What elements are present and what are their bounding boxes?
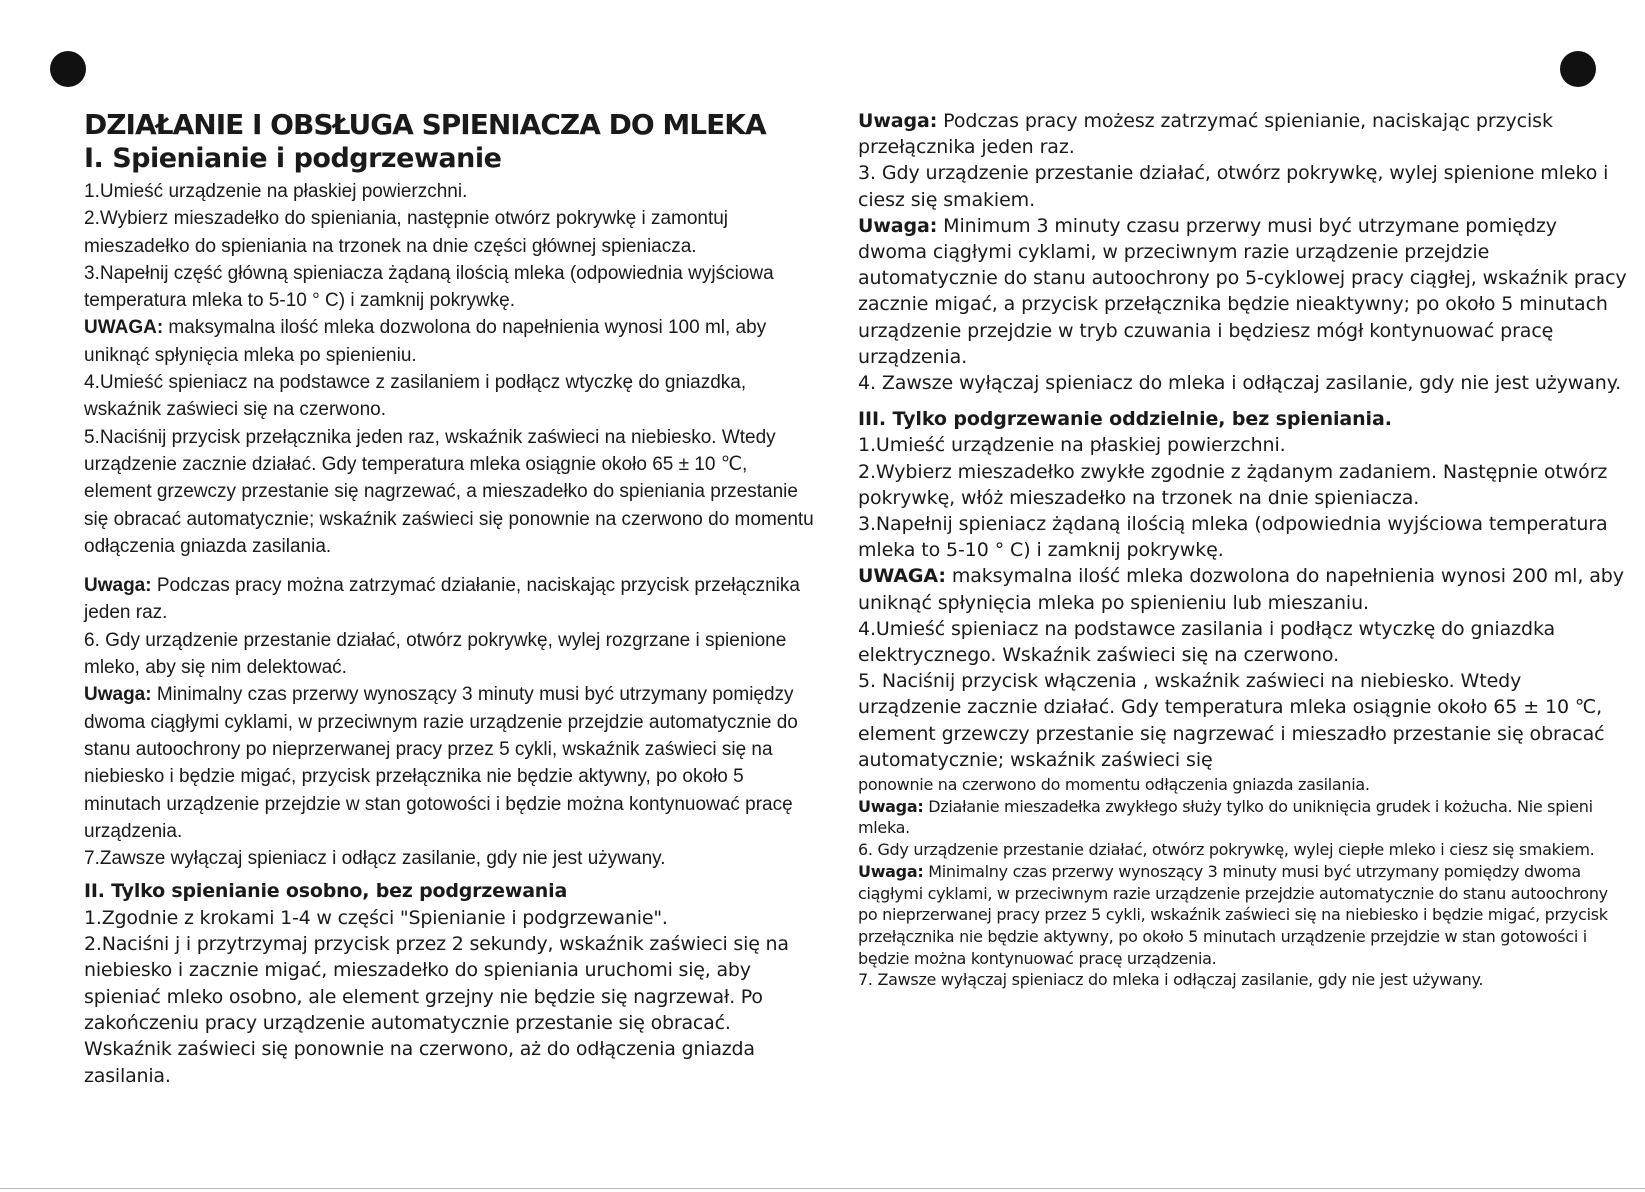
note-label: Uwaga: bbox=[84, 684, 152, 706]
s2-item-1: 1.Zgodnie z krokami 1-4 w części "Spienianie i podgrzewanie". bbox=[84, 906, 668, 929]
s1-item-3: 3.Napełnij część główną spieniacza żądaną ilością mleka (odpowiednia wyjściowa temperatura mleka to 5-10 ° C) i zamknij pokrywkę. bbox=[84, 262, 774, 312]
s3-item-3: 3.Napełnij spieniacz żądaną ilością mleka (odpowiednia wyjściowa temperatura mleka to 5-10 ° C) i zamknij pokrywkę. bbox=[858, 513, 1608, 562]
s1-item-7: 7.Zawsze wyłączaj spieniacz i odłącz zasilanie, gdy nie jest używany. bbox=[84, 848, 666, 870]
s1-item-2: 2.Wybierz mieszadełko do spieniania, następnie otwórz pokrywkę i zamontuj mieszadełko do spieniania na trzonek na dnie części głównej spieniacza. bbox=[84, 208, 729, 257]
uwaga-label: UWAGA: bbox=[858, 565, 946, 588]
uwaga-label: UWAGA: bbox=[84, 317, 164, 339]
note-text: Działanie mieszadełka zwykłego służy tylko do uniknięcia grudek i kożucha. Nie spieni mleka. bbox=[858, 796, 1593, 838]
s3-note-1 bbox=[858, 796, 1628, 839]
note-text: Minimalny czas przerwy wynoszący 3 minuty musi być utrzymany pomiędzy dwoma ciągłymi cyklami, w przeciwnym razie urządzenie przejdzie automatycznie do stanu autoochrony po nieprzerwanej pracy przez 5 cykli, wskaźnik zaświeci się na niebiesko i będzie migać, przycisk przełącznika nie będzie aktywny, po około 5 minutach urządzenie przejdzie w stan gotowości i będzie można kontynuować pracę urządzenia. bbox=[84, 684, 798, 842]
bottom-edge-line bbox=[0, 1188, 1645, 1189]
note-text: Podczas pracy można zatrzymać działanie, naciskając przycisk przełącznika jeden raz. bbox=[84, 575, 800, 624]
s3-item-7: 7. Zawsze wyłączaj spieniacz do mleka i odłączaj zasilanie, gdy nie jest używany. bbox=[858, 970, 1484, 990]
section-3-title: III. Tylko podgrzewanie oddzielnie, bez spieniania. bbox=[858, 408, 1392, 431]
note-label: Uwaga: bbox=[858, 861, 924, 881]
s2-note-1 bbox=[858, 108, 1628, 160]
note-text: Podczas pracy możesz zatrzymać spienianie, naciskając przycisk przełącznika jeden raz. bbox=[858, 110, 1553, 159]
section-2-title: II. Tylko spienianie osobno, bez podgrzewania bbox=[84, 880, 568, 903]
s2-item-4: 4. Zawsze wyłączaj spieniacz do mleka i odłączaj zasilanie, gdy nie jest używany. bbox=[858, 372, 1622, 395]
left-column bbox=[84, 108, 820, 1089]
uwaga-text: maksymalna ilość mleka dozwolona do napełnienia wynosi 200 ml, aby uniknąć spłynięcia mleka po spienieniu lub mieszaniu. bbox=[858, 565, 1624, 614]
s1-item-5: 5.Naciśnij przycisk przełącznika jeden raz, wskaźnik zaświeci na niebiesko. Wtedy urządzenie zacznie działać. Gdy temperatura mleka osiągnie około 65 ± 10 ℃, element grzewczy przestanie się nagrzewać, a mieszadełko do spieniania przestanie się obracać automatycznie; wskaźnik zaświeci się ponownie na czerwono do momentu odłączenia gniazda zasilania. bbox=[84, 426, 814, 557]
s1-item-4: 4.Umieść spieniacz na podstawce z zasilaniem i podłącz wtyczkę do gniazdka, wskaźnik zaświeci się na czerwono. bbox=[84, 372, 747, 421]
s2-item-2: 2.Naciśni j i przytrzymaj przycisk przez 2 sekundy, wskaźnik zaświeci się na niebiesko i zacznie migać, mieszadełko do spieniania uruchomi się, aby spieniać mleko osobno, ale element grzejny nie będzie się nagrzewał. Po zakończeniu pracy urządzenie automatycznie przestanie się obracać. Wskaźnik zaświeci się ponownie na czerwono, aż do odłączenia gniazda zasilania. bbox=[84, 933, 789, 1087]
s1-item-1: 1.Umieść urządzenie na płaskiej powierzchni. bbox=[84, 181, 468, 202]
s1-item-6: 6. Gdy urządzenie przestanie działać, otwórz pokrywkę, wylej rozgrzane i spienione mleko, aby się nim delektować. bbox=[84, 629, 787, 679]
s1-note-2 bbox=[84, 681, 820, 845]
s2-note-2 bbox=[858, 213, 1628, 370]
s2-item-3: 3. Gdy urządzenie przestanie działać, otwórz pokrywkę, wylej spienione mleko i ciesz się smakiem. bbox=[858, 162, 1609, 211]
s1-uwaga bbox=[84, 314, 820, 369]
note-text: Minimum 3 minuty czasu przerwy musi być utrzymane pomiędzy dwoma ciągłymi cyklami, w przeciwnym razie urządzenie przejdzie automatycznie do stanu autoochrony po 5-cyklowej pracy ciągłej, wskaźnik pracy zacznie migać, a przycisk przełącznika będzie nieaktywny; po około 5 minutach urządzenie przejdzie w tryb czuwania i będziesz mógł kontynuować pracę urządzenia. bbox=[858, 214, 1627, 368]
binding-hole-right bbox=[1560, 51, 1596, 87]
right-column bbox=[858, 108, 1628, 991]
s3-note-2 bbox=[858, 861, 1628, 970]
note-label: Uwaga: bbox=[84, 575, 152, 597]
note-label: Uwaga: bbox=[858, 796, 924, 816]
s3-item-4: 4.Umieść spieniacz na podstawce zasilania i podłącz wtyczkę do gniazdka elektrycznego. Wskaźnik zaświeci się na czerwono. bbox=[858, 617, 1556, 667]
note-label: Uwaga: bbox=[858, 110, 938, 132]
uwaga-text: maksymalna ilość mleka dozwolona do napełnienia wynosi 100 ml, aby uniknąć spłynięcia mleka po spienieniu. bbox=[84, 317, 767, 366]
document-title: DZIAŁANIE I OBSŁUGA SPIENIACZA DO MLEKA bbox=[84, 108, 766, 141]
s3-item-1: 1.Umieść urządzenie na płaskiej powierzchni. bbox=[858, 434, 1286, 457]
s3-item-5: 5. Naciśnij przycisk włączenia , wskaźnik zaświeci na niebiesko. Wtedy urządzenie zacznie działać. Gdy temperatura mleka osiągnie około 65 ± 10 ℃, element grzewczy przestanie się nagrzewać i mieszadło przestanie się obracać automatycznie; wskaźnik zaświeci się bbox=[858, 670, 1605, 771]
s3-item-5-continued: ponownie na czerwono do momentu odłączenia gniazda zasilania. bbox=[858, 775, 1370, 795]
section-1-title: I. Spienianie i podgrzewanie bbox=[84, 143, 502, 174]
note-label: Uwaga: bbox=[858, 214, 938, 237]
s3-item-2: 2.Wybierz mieszadełko zwykłe zgodnie z żądanym zadaniem. Następnie otwórz pokrywkę, włóż mieszadełko na trzonek na dnie spieniacza. bbox=[858, 460, 1608, 509]
s3-item-6: 6. Gdy urządzenie przestanie działać, otwórz pokrywkę, wylej ciepłe mleko i ciesz się smakiem. bbox=[858, 840, 1595, 860]
binding-hole-left bbox=[50, 51, 86, 87]
s3-uwaga bbox=[858, 563, 1628, 615]
s1-note-1 bbox=[84, 572, 820, 627]
note-text: Minimalny czas przerwy wynoszący 3 minuty musi być utrzymany pomiędzy dwoma ciągłymi cyklami, w przeciwnym razie urządzenie przejdzie automatycznie do stanu autoochrony po nieprzerwanej pracy przez 5 cykli, wskaźnik zaświeci się na niebiesko i będzie migać, przycisk przełącznika nie będzie aktywny, po około 5 minutach urządzenie przejdzie w stan gotowości i będzie można kontynuować pracę urządzenia. bbox=[858, 861, 1608, 968]
